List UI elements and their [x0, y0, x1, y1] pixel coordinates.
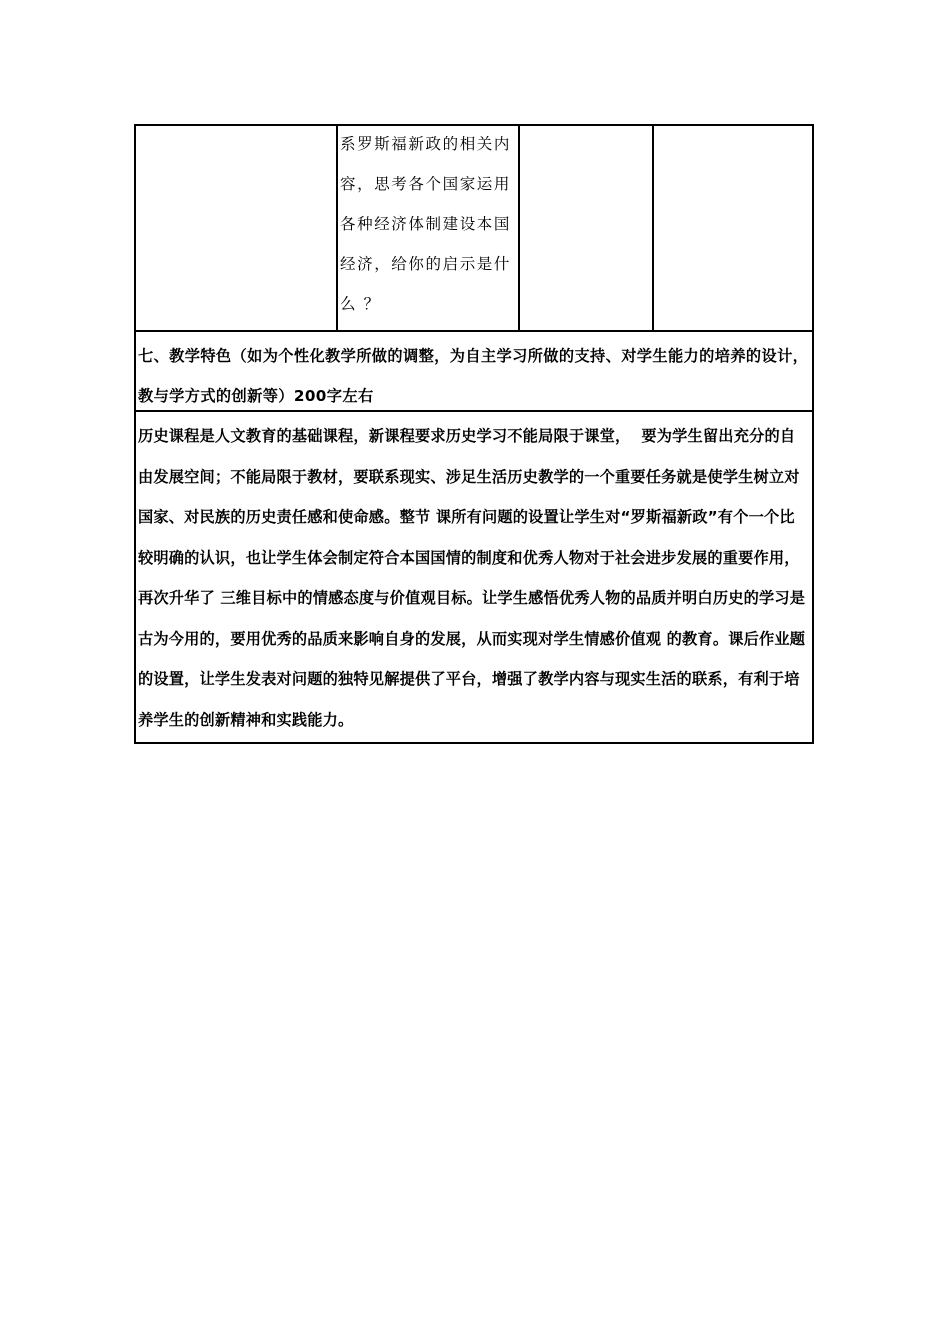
lesson-plan-table [134, 124, 814, 744]
table-row-section-body [136, 412, 812, 742]
table-cell-activity [338, 126, 520, 330]
table-row-continued [136, 126, 812, 332]
table-row-section-heading [136, 332, 812, 412]
activity-text: 系罗斯福新政的相关内容，思考各个国家运用各种经济体制建设本国经济，给你的启示是什么 ？ [340, 135, 512, 313]
table-cell-empty-1 [136, 126, 338, 330]
section-body-text: 历史课程是人文教育的基础课程，新课程要求历史学习不能局限于课堂， 要为学生留出充分的自由发展空间；不能局限于教材，要联系现实、涉足生活历史教学的一个重要任务就是使学生树立对国家、对民族的历史责任感和使命感。整节 课所有问题的设置让学生对“罗斯福新政”有个一个比较明确的认识，也让学生体会制定符合本国国情的制度和优秀人物对于社会进步发展的重要作用，再次升华了 三维目标中的情感态度与价值观目标。让学生感悟优秀人物的品质并明白历史的学习是古为今用的，要用优秀的品质来影响自身的发展，从而实现对学生情感价值观 的教育。课后作业题的设置，让学生发表对问题的独特见解提供了平台，增强了教学内容与现实生活的联系，有利于培养学生的创新精神和实践能力。 [138, 427, 806, 729]
table-cell-empty-4 [654, 126, 812, 330]
section-heading: 七、教学特色（如为个性化教学所做的调整，为自主学习所做的支持、对学生能力的培养的设计，教与学方式的创新等）200字左右 [138, 347, 809, 405]
table-cell-empty-3 [520, 126, 654, 330]
